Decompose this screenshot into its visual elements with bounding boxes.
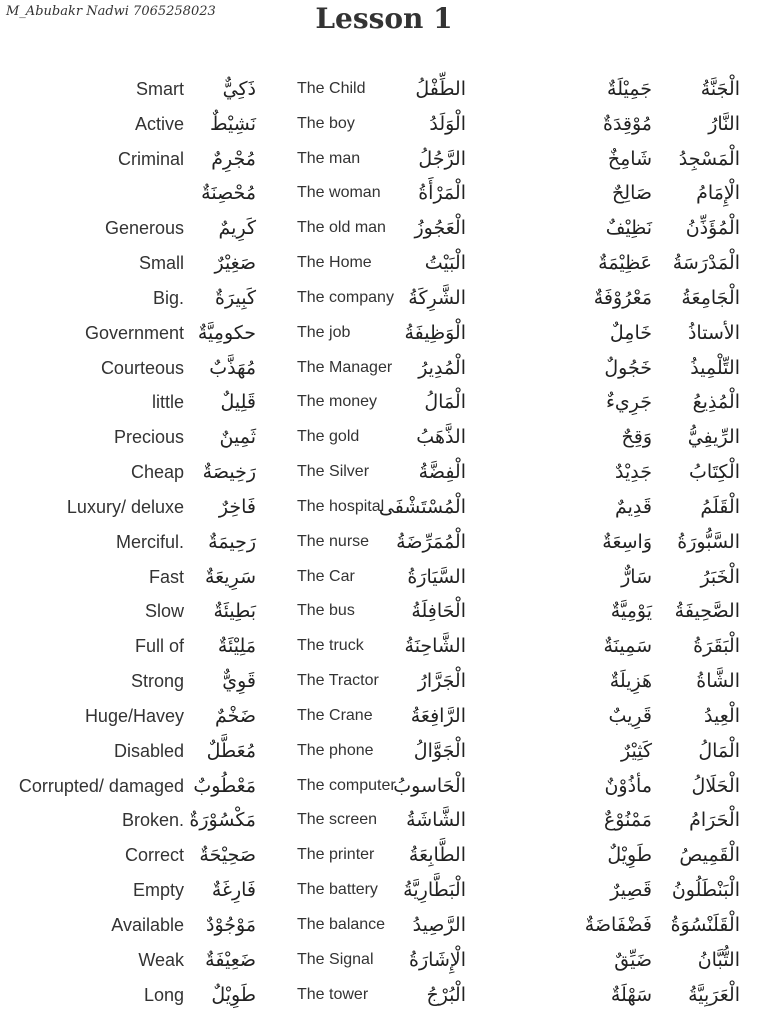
paired-adjective-arabic: مَمْنُوْعٌ — [603, 809, 652, 832]
paired-adjective-arabic: جَمِيْلَةٌ — [607, 78, 652, 100]
noun-english: The printer — [297, 846, 375, 864]
noun-english: The nurse — [297, 532, 370, 550]
noun-arabic: الْجَوَّالُ — [413, 739, 466, 762]
adjective-english: Active — [134, 113, 184, 134]
adjective-english: Small — [138, 253, 184, 274]
noun-arabic: الْإِشَارَةُ — [409, 948, 466, 971]
paired-adjective-arabic: جَرِيءٌ — [605, 391, 652, 414]
adjective-english: Huge/Havey — [84, 705, 184, 726]
paired-adjective-arabic: قَدِيمٌ — [615, 495, 652, 518]
paired-adjective-arabic: مَعْرُوْفَةٌ — [593, 286, 652, 309]
adjective-english: Strong — [130, 671, 184, 692]
noun-english: The job — [297, 323, 351, 341]
noun-arabic: الْمُدِيرُ — [418, 356, 466, 379]
adjective-english: Big. — [152, 287, 184, 308]
paired-noun-arabic: الصَّحِيفَةُ — [674, 600, 740, 623]
adjective-arabic: كَبِيرَةٌ — [215, 286, 256, 309]
noun-arabic: الشَّاحِنَةُ — [404, 635, 466, 658]
paired-noun-arabic: الْبَنْطَلُونُ — [671, 879, 740, 902]
vocab-row — [0, 385, 768, 420]
adjective-arabic: رَخِيصَةٌ — [202, 461, 256, 484]
noun-english: The Home — [297, 254, 372, 272]
noun-english: The Child — [297, 80, 366, 97]
paired-adjective-arabic: طَوِيْلٌ — [607, 844, 652, 867]
noun-arabic: الْحَاسوبُ — [393, 774, 466, 797]
adjective-arabic: قَوِيٌّ — [222, 670, 256, 693]
noun-arabic: الْفِضَّةُ — [418, 461, 466, 484]
paired-adjective-arabic: هَزِيلَةٌ — [609, 670, 652, 693]
noun-arabic: الرَّافِعَةُ — [410, 704, 466, 727]
paired-noun-arabic: الْمَدْرَسَةُ — [672, 252, 740, 275]
noun-english: The phone — [297, 741, 374, 759]
paired-adjective-arabic: فَضْفَاضَةٌ — [584, 913, 652, 936]
adjective-arabic: ضَخْمٌ — [214, 704, 256, 727]
adjective-english: Generous — [104, 218, 184, 239]
adjective-arabic: طَوِيْلٌ — [211, 983, 256, 1006]
adjective-arabic: مُحْصِنَةٌ — [201, 182, 256, 205]
paired-adjective-arabic: قَصِيرٌ — [610, 879, 652, 902]
paired-adjective-arabic: سَهْلَةٌ — [610, 983, 652, 1006]
adjective-english: Long — [143, 984, 184, 1005]
noun-english: The boy — [297, 114, 355, 132]
adjective-arabic: فَارِغَةٌ — [211, 879, 256, 902]
paired-adjective-arabic: صَالِحٌ — [612, 182, 652, 205]
adjective-arabic: مَلِيْئَةٌ — [217, 635, 256, 658]
lesson-title: Lesson 1 — [315, 2, 453, 35]
adjective-arabic: صَحِيْحَةٌ — [199, 844, 256, 867]
adjective-arabic: نَشِيْطٌ — [209, 112, 256, 135]
adjective-english: Cheap — [130, 462, 184, 483]
adjective-arabic: فَاخِرٌ — [218, 495, 256, 518]
noun-arabic: الْبَطَّارِيَّةُ — [403, 879, 466, 902]
author-watermark: M_Abubakr Nadwi 7065258023 — [6, 4, 216, 19]
adjective-arabic: صَغِيْرٌ — [214, 252, 256, 275]
adjective-english: Empty — [132, 880, 184, 901]
vocab-row — [0, 734, 768, 769]
paired-adjective-arabic: سَارٌّ — [621, 565, 652, 588]
vocab-row — [0, 560, 768, 595]
paired-noun-arabic: الْقَمِيصُ — [679, 844, 740, 867]
noun-english: The Silver — [297, 463, 370, 481]
paired-noun-arabic: الْكِتَابُ — [689, 461, 740, 484]
paired-adjective-arabic: كَثِيْرٌ — [621, 739, 652, 762]
paired-adjective-arabic: قَرِيبٌ — [608, 704, 652, 727]
noun-english: The money — [297, 393, 378, 411]
adjective-english: little — [151, 392, 184, 413]
noun-arabic: الْبُرْجُ — [426, 983, 466, 1006]
adjective-arabic: ذَكِيٌّ — [222, 78, 256, 100]
adjective-english: Correct — [124, 845, 184, 866]
noun-english: The screen — [297, 811, 378, 829]
vocab-row — [0, 142, 768, 177]
paired-noun-arabic: الرِّيفِيُّ — [687, 426, 740, 449]
noun-english: The Crane — [297, 706, 373, 724]
noun-arabic: الْعَجُوزُ — [414, 217, 466, 240]
paired-noun-arabic: الْحَلَالُ — [691, 774, 740, 797]
adjective-english: Corrupted/ damaged — [18, 775, 184, 796]
noun-arabic: الْمُسْتَشْفَى — [378, 495, 466, 518]
adjective-arabic: مَعْطُوبٌ — [193, 774, 256, 797]
noun-arabic: الطَّابِعَةُ — [408, 844, 466, 867]
paired-noun-arabic: الْخَبَرُ — [700, 565, 740, 588]
paired-noun-arabic: الْمُذِيعُ — [692, 391, 740, 414]
paired-noun-arabic: الْبَقَرَةُ — [693, 635, 740, 658]
vocab-row — [0, 246, 768, 281]
vocab-row — [0, 420, 768, 455]
paired-noun-arabic: الْحَرَامُ — [689, 809, 740, 832]
paired-adjective-arabic: وَقِحٌ — [621, 426, 652, 449]
vocab-row — [0, 838, 768, 873]
vocabulary-table — [0, 72, 768, 1012]
vocab-row — [0, 664, 768, 699]
vocab-row — [0, 978, 768, 1013]
noun-arabic: الشَّرِكَةُ — [408, 286, 466, 309]
noun-arabic: الْوَظِيفَةُ — [404, 321, 466, 344]
paired-noun-arabic: الْقَلَنْسُوَةُ — [670, 913, 740, 936]
adjective-english: Merciful. — [115, 531, 184, 552]
paired-adjective-arabic: عَظِيْمَةٌ — [598, 252, 652, 275]
adjective-arabic: مَكْسُوْرَةٌ — [189, 809, 256, 832]
adjective-arabic: قَلِيلٌ — [220, 391, 256, 414]
adjective-arabic: حكومِيَّةٌ — [197, 321, 256, 344]
vocab-row — [0, 873, 768, 908]
noun-english: The woman — [297, 184, 381, 202]
noun-english: The Car — [297, 567, 355, 585]
vocab-row — [0, 455, 768, 490]
adjective-english: Slow — [144, 601, 184, 622]
paired-adjective-arabic: سَمِينَةٌ — [603, 635, 652, 658]
paired-adjective-arabic: شَامِخٌ — [607, 147, 652, 170]
noun-english: The hospital — [297, 497, 385, 515]
adjective-arabic: بَطِيئَةٌ — [213, 600, 256, 623]
paired-adjective-arabic: مأذُوْنٌ — [604, 774, 652, 797]
vocab-row — [0, 943, 768, 978]
adjective-english: Available — [111, 914, 184, 935]
noun-english: The old man — [297, 219, 386, 237]
vocab-row — [0, 176, 768, 211]
noun-arabic: الْبَيْتُ — [424, 252, 466, 275]
vocab-row — [0, 803, 768, 838]
paired-noun-arabic: الْمُؤَذِّنُ — [685, 217, 740, 240]
adjective-english: Criminal — [117, 148, 184, 169]
paired-adjective-arabic: ضَيِّقٌ — [614, 948, 652, 971]
adjective-arabic: رَحِيمَةٌ — [208, 530, 256, 553]
vocab-row — [0, 72, 768, 107]
adjective-english: Government — [84, 322, 184, 343]
paired-noun-arabic: الأستاذُ — [687, 321, 740, 344]
paired-noun-arabic: الْجَنَّةُ — [700, 78, 740, 100]
vocab-row — [0, 351, 768, 386]
vocab-row — [0, 490, 768, 525]
noun-arabic: الْمُمَرِّضَةُ — [396, 530, 466, 553]
adjective-english: Disabled — [113, 740, 184, 761]
vocab-row — [0, 281, 768, 316]
paired-noun-arabic: الْمَسْجِدُ — [678, 147, 740, 170]
noun-english: The truck — [297, 637, 364, 655]
noun-english: The balance — [297, 915, 386, 933]
vocab-row — [0, 908, 768, 943]
vocab-row — [0, 769, 768, 804]
noun-english: The man — [297, 149, 361, 167]
adjective-arabic: مُهَذَّبٌ — [209, 356, 256, 379]
noun-arabic: السَّيَارَةُ — [407, 565, 466, 588]
adjective-arabic: مُجْرِمٌ — [211, 147, 256, 170]
noun-english: The gold — [297, 428, 360, 446]
vocab-row — [0, 594, 768, 629]
adjective-arabic: ثَمِينٌ — [219, 426, 256, 449]
noun-arabic: الطِّفْلُ — [415, 78, 466, 100]
paired-adjective-arabic: نَظِيْفٌ — [605, 217, 652, 240]
paired-noun-arabic: التُّبَّانُ — [697, 948, 740, 971]
paired-adjective-arabic: خَامِلٌ — [609, 321, 652, 344]
noun-arabic: الْوَلَدُ — [429, 112, 466, 135]
noun-english: The Signal — [297, 950, 374, 968]
noun-english: The bus — [297, 602, 355, 620]
noun-arabic: الْمَالُ — [424, 391, 466, 414]
vocab-row — [0, 525, 768, 560]
paired-adjective-arabic: يَوْمِيَّةٌ — [610, 600, 652, 623]
adjective-english: Precious — [113, 427, 184, 448]
paired-adjective-arabic: خَجُولٌ — [604, 356, 652, 379]
paired-noun-arabic: النَّارُ — [708, 112, 740, 135]
adjective-english: Broken. — [121, 810, 184, 831]
noun-arabic: الرَّصِيدُ — [412, 913, 466, 936]
paired-noun-arabic: الْعَرَبِيَّةُ — [688, 983, 740, 1006]
adjective-english: Smart — [135, 79, 184, 99]
noun-english: The Manager — [297, 358, 393, 376]
paired-noun-arabic: الْقَلَمُ — [700, 495, 740, 518]
paired-adjective-arabic: وَاسِعَةٌ — [602, 530, 652, 553]
adjective-arabic: ضَعِيْفَةٌ — [205, 948, 256, 971]
paired-adjective-arabic: مُوْقِدَةٌ — [602, 112, 652, 135]
paired-noun-arabic: الْعِيدُ — [704, 704, 740, 727]
adjective-english: Full of — [134, 636, 184, 657]
paired-noun-arabic: الْإِمَامُ — [696, 182, 740, 205]
vocab-row — [0, 629, 768, 664]
noun-arabic: الرَّجُلُ — [418, 147, 466, 170]
paired-noun-arabic: التِّلْمِيذُ — [690, 356, 740, 379]
noun-english: The tower — [297, 985, 369, 1003]
noun-arabic: الْجَرَّارُ — [417, 670, 466, 693]
paired-adjective-arabic: جَدِيْدٌ — [615, 461, 652, 484]
noun-arabic: الذَّهَبُ — [416, 426, 466, 449]
noun-english: The computer — [297, 776, 396, 794]
paired-noun-arabic: السَّبُّورَةُ — [677, 530, 740, 553]
vocab-row — [0, 211, 768, 246]
adjective-arabic: مُعَطَّلٌ — [206, 739, 256, 762]
vocab-row — [0, 107, 768, 142]
adjective-arabic: كَرِيمٌ — [218, 217, 256, 240]
adjective-english: Luxury/ deluxe — [66, 496, 184, 517]
adjective-arabic: مَوْجُوْدٌ — [205, 913, 256, 936]
noun-english: The company — [297, 288, 394, 306]
adjective-english: Weak — [138, 949, 184, 970]
vocab-row — [0, 316, 768, 351]
vocab-row — [0, 699, 768, 734]
adjective-english: Fast — [148, 566, 184, 587]
noun-arabic: الْمَرْأَةُ — [418, 182, 466, 205]
paired-noun-arabic: الْمَالُ — [698, 739, 740, 762]
paired-noun-arabic: الْجَامِعَةُ — [681, 286, 740, 309]
adjective-english: Courteous — [100, 357, 184, 378]
noun-arabic: الْحَافِلَةُ — [411, 600, 466, 623]
adjective-arabic: سَرِيعَةٌ — [204, 565, 256, 588]
noun-english: The Tractor — [297, 672, 379, 690]
noun-english: The battery — [297, 881, 378, 899]
noun-arabic: الشَّاشَةُ — [406, 809, 466, 832]
paired-noun-arabic: الشَّاةُ — [696, 670, 740, 693]
